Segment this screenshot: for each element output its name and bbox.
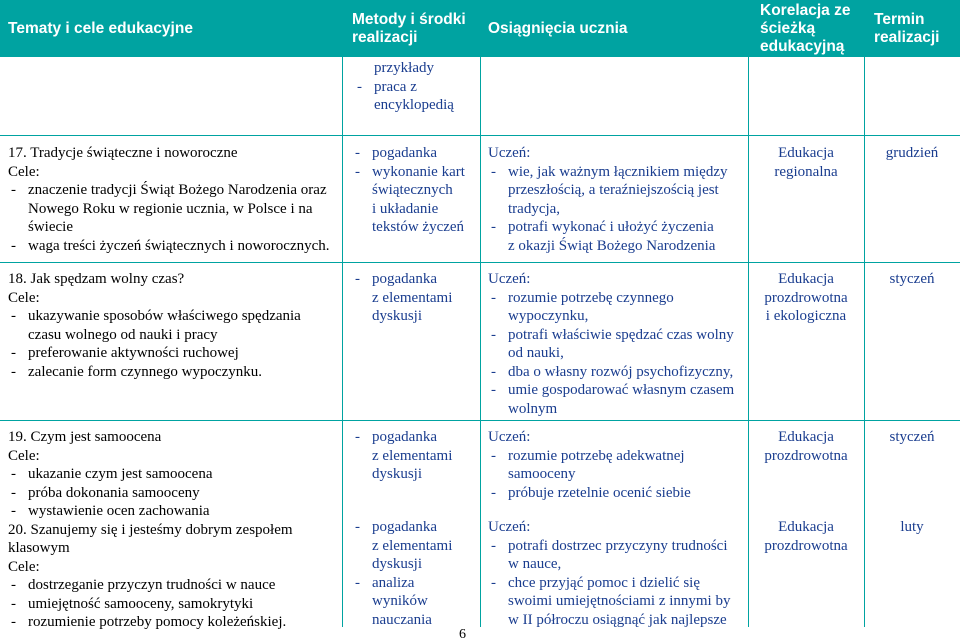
achievement-item: - rozumie potrzebę adekwatnej samooceny	[488, 447, 744, 484]
goal-item: - waga treści życzeń świątecznych i noworocznych.	[8, 237, 338, 256]
header-correlation-line3: edukacyjną	[760, 37, 845, 55]
row17-methods	[352, 144, 477, 237]
top-methods	[374, 59, 454, 115]
student-label: Uczeń:	[488, 145, 531, 161]
student-label: Uczeń:	[488, 271, 531, 287]
row-divider	[0, 420, 960, 421]
method-item: - pogadanka z elementami dyskusji	[352, 270, 477, 326]
student-label: Uczeń:	[488, 429, 531, 445]
row19-title: 19. Czym jest samoocena	[8, 429, 162, 445]
row17-term	[866, 144, 958, 163]
row20-correlation	[750, 518, 862, 555]
divider	[342, 57, 343, 627]
row18-correlation	[750, 270, 862, 326]
goals-label: Cele:	[8, 289, 40, 306]
method-item: - praca z	[354, 78, 454, 97]
achievement-item: - umie gospodarować własnym czasem wolnym	[488, 381, 744, 418]
row17-title: 17. Tradycje świąteczne i noworoczne	[8, 145, 238, 161]
correlation-line: prozdrowotna	[764, 447, 848, 464]
term-value: grudzień	[885, 145, 939, 161]
row20-methods	[352, 518, 477, 629]
row-divider	[0, 135, 960, 136]
header-topics-label: Tematy i cele edukacyjne	[8, 19, 193, 37]
header-methods	[352, 0, 477, 57]
goal-item: - ukazywanie sposobów właściwego spędzania czasu wolnego od nauki i pracy	[8, 307, 338, 344]
row18-methods	[352, 270, 477, 326]
goal-item: - znaczenie tradycji Świąt Bożego Narodzenia oraz Nowego Roku w regionie ucznia, w Polsce i na świecie	[8, 181, 338, 237]
row17-correlation	[750, 144, 862, 181]
achievement-item: - próbuje rzetelnie ocenić siebie	[488, 484, 744, 503]
row19-achievements	[488, 428, 744, 502]
row18-title: 18. Jak spędzam wolny czas?	[8, 271, 185, 287]
achievement-item: - chce przyjąć pomoc i dzielić się swoimi umiejętnościami z innymi by w II półroczu osiągnąć jak najlepsze	[488, 574, 744, 630]
method-line: encyklopedią	[374, 97, 454, 113]
goal-item: - ukazanie czym jest samoocena	[8, 465, 342, 484]
achievement-item: - potrafi dostrzec przyczyny trudności w nauce,	[488, 537, 744, 574]
goals-label: Cele:	[8, 447, 40, 464]
row19-methods	[352, 428, 477, 484]
header-term-line1: Termin	[874, 10, 925, 28]
goal-item: - preferowanie aktywności ruchowej	[8, 344, 338, 363]
goal-item: - próba dokonania samooceny	[8, 484, 342, 503]
method-item: - wykonanie kart świątecznych i układanie tekstów życzeń	[352, 163, 477, 237]
header-achievements	[488, 0, 738, 57]
correlation-line: Edukacja	[778, 271, 834, 287]
header-methods-line1: Metody i środki	[352, 10, 466, 28]
achievement-item: - dba o własny rozwój psychofizyczny,	[488, 363, 744, 382]
row20-term	[866, 518, 958, 537]
goal-item: - zalecanie form czynnego wypoczynku.	[8, 363, 338, 382]
term-value: styczeń	[889, 271, 935, 287]
header-term-line2: realizacji	[874, 28, 940, 46]
header-term	[874, 0, 960, 57]
goal-item: - wystawienie ocen zachowania	[8, 502, 342, 521]
goals-label: Cele:	[8, 558, 40, 575]
method-item: - analiza wyników nauczania	[352, 574, 477, 630]
achievement-item: - rozumie potrzebę czynnego wypoczynku,	[488, 289, 744, 326]
divider	[480, 57, 481, 627]
row-divider	[0, 262, 960, 263]
method-item: - pogadanka z elementami dyskusji	[352, 428, 477, 484]
correlation-line: Edukacja	[778, 429, 834, 445]
row18-topic	[8, 270, 338, 381]
row18-achievements	[488, 270, 744, 418]
row19-term	[866, 428, 958, 447]
correlation-line: i ekologiczna	[765, 308, 847, 324]
correlation-line: prozdrowotna	[764, 537, 848, 554]
row17-achievements	[488, 144, 744, 255]
header-achievements-label: Osiągnięcia ucznia	[488, 19, 628, 37]
row17-topic	[8, 144, 338, 255]
header-correlation-line1: Korelacja ze	[760, 1, 851, 19]
header-methods-line2: realizacji	[352, 28, 418, 46]
divider	[748, 57, 749, 627]
divider	[864, 57, 865, 627]
row20-title: 20. Szanujemy się i jesteśmy dobrym zespołem	[8, 521, 293, 538]
method-item: - pogadanka z elementami dyskusji	[352, 518, 477, 574]
method-line: przykłady	[374, 60, 434, 76]
header-topics	[8, 0, 338, 57]
header-correlation	[760, 0, 860, 57]
row20-achievements	[488, 518, 744, 629]
correlation-line: Edukacja	[778, 519, 834, 535]
term-value: luty	[900, 519, 924, 535]
page-number: 6	[459, 627, 466, 642]
correlation-line: Edukacja	[778, 145, 834, 161]
correlation-line: regionalna	[774, 163, 838, 180]
goals-label: Cele:	[8, 163, 40, 180]
header-correlation-line2: ścieżką	[760, 19, 816, 37]
achievement-item: - potrafi wykonać i ułożyć życzenia z okazji Świąt Bożego Narodzenia	[488, 218, 744, 255]
row19-topic	[8, 428, 342, 632]
goal-item: - umiejętność samooceny, samokrytyki	[8, 595, 342, 614]
student-label: Uczeń:	[488, 519, 531, 535]
table-header	[0, 0, 960, 57]
method-item: - pogadanka	[352, 144, 477, 163]
correlation-line: prozdrowotna	[764, 289, 848, 306]
goal-item: - dostrzeganie przyczyn trudności w nauce	[8, 576, 342, 595]
term-value: styczeń	[889, 429, 935, 445]
achievement-item: - wie, jak ważnym łącznikiem między przeszłością, a teraźniejszością jest tradycja,	[488, 163, 744, 219]
row18-term	[866, 270, 958, 289]
row20-title-cont: klasowym	[8, 540, 70, 556]
goal-item: - rozumienie potrzeby pomocy koleżeńskiej.	[8, 613, 342, 632]
achievement-item: - potrafi właściwie spędzać czas wolny od nauki,	[488, 326, 744, 363]
row19-correlation	[750, 428, 862, 465]
